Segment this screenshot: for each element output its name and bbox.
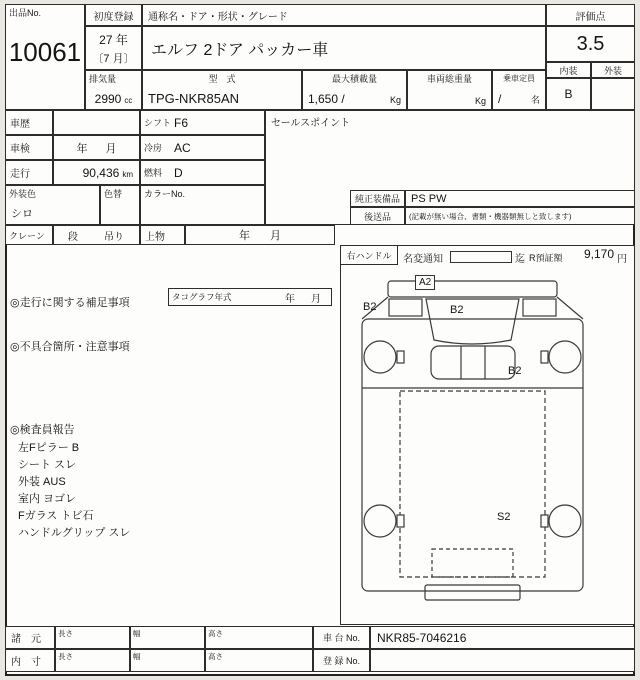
model-code-cell	[142, 70, 302, 110]
score-value: 3.5	[546, 26, 635, 62]
later-shipment-label: 後送品	[350, 207, 405, 225]
mileage-label: 走行	[5, 160, 53, 185]
color-no-cell	[140, 185, 265, 225]
body-top-label: 上物	[140, 225, 185, 245]
max-load-unit: Kg	[389, 95, 401, 105]
body-top-value	[185, 225, 335, 245]
gross-weight-cell	[407, 70, 492, 110]
aircon-label: 冷房	[144, 143, 163, 153]
damage-mark-b2-right: B2	[508, 365, 522, 377]
exterior-color-cell	[5, 185, 100, 225]
exterior-color-label: 外装色	[9, 189, 37, 199]
exterior-grade-header: 外装	[591, 62, 635, 78]
aircon-value: AC	[174, 140, 191, 155]
color-change-label: 色替	[104, 189, 123, 199]
shift-label: シフト	[144, 118, 172, 128]
first-registration-value	[85, 26, 142, 70]
chassis-no-value: NKR85-7046216	[370, 626, 635, 649]
damage-mark-b2-windshield: B2	[450, 304, 464, 316]
truck-top-view-diagram	[345, 267, 632, 619]
capacity-value: /	[498, 92, 502, 106]
capacity-label: 乗車定員	[503, 74, 535, 83]
displacement-unit: cc	[124, 96, 133, 105]
lot-no-value: 10061	[8, 37, 82, 67]
mileage-unit: km	[122, 170, 133, 179]
inner-width-cell	[130, 649, 205, 672]
score-header: 評価点	[546, 4, 635, 26]
length-label: 長さ	[58, 629, 73, 638]
inspector-item: 左Fピラー B	[18, 442, 80, 454]
interior-grade-value: B	[546, 78, 591, 110]
deposit-label: R預証額	[529, 253, 563, 263]
shift-value: F6	[174, 115, 189, 130]
color-no-label: カラーNo.	[144, 189, 186, 199]
cargo-box-shape	[400, 391, 545, 577]
defect-heading: ◎不具合箇所・注意事項	[10, 341, 130, 353]
first-registration-month: 〔7 月〕	[92, 53, 135, 65]
max-load-value: 1,650 /	[308, 92, 345, 106]
deposit-value: 9,170	[583, 247, 614, 261]
until-label: 迄	[515, 254, 525, 265]
spec-length-cell	[55, 626, 130, 649]
inspector-item: ハンドルグリップ スレ	[18, 527, 131, 539]
displacement-cell	[85, 70, 142, 110]
genuine-equipment-value: PS PW	[405, 190, 635, 207]
gross-weight-label: 車両総重量	[426, 74, 472, 84]
damage-mark-b2-left: B2	[363, 301, 377, 313]
chassis-no-label: 車 台 No.	[313, 626, 370, 649]
damage-mark-a2: A2	[415, 275, 435, 290]
body-top-year: 年	[239, 230, 250, 242]
inspection-value	[53, 135, 140, 160]
model-code-label: 型 式	[208, 74, 236, 84]
sales-point-label: セールスポイント	[271, 118, 351, 129]
packer-shape	[432, 549, 513, 577]
inspector-item: シート スレ	[18, 459, 77, 471]
fuel-cell	[140, 160, 265, 185]
height-label: 高さ	[208, 652, 223, 661]
inspection-month: 月	[105, 142, 117, 155]
capacity-cell	[492, 70, 546, 110]
windshield-shape	[426, 299, 519, 344]
history-value	[53, 110, 140, 135]
lot-no-label: 出品No.	[9, 8, 42, 18]
max-load-label: 最大積載量	[331, 74, 377, 84]
genuine-equipment-label: 純正装備品	[350, 190, 405, 207]
capacity-unit: 名	[530, 95, 540, 105]
inspector-item: Fガラス トビ石	[18, 510, 94, 522]
max-load-cell	[302, 70, 407, 110]
deposit-unit: 円	[617, 254, 627, 265]
aircon-cell	[140, 135, 265, 160]
model-name-header: 通称名・ドア・形状・グレード	[142, 4, 546, 26]
steering-cell: 右ハンドル	[340, 245, 398, 265]
fuel-label: 燃料	[144, 168, 163, 178]
lot-no-cell	[5, 4, 85, 110]
first-registration-year: 27 年	[99, 33, 128, 47]
length-label: 長さ	[58, 652, 73, 661]
spec-width-cell	[130, 626, 205, 649]
displacement-label: 排気量	[89, 74, 117, 84]
tachograph-label: タコグラフ年式	[172, 292, 232, 302]
mileage-note-heading: ◎走行に関する補足事項	[10, 297, 130, 309]
spec-height-cell	[205, 626, 313, 649]
displacement-value: 2990	[94, 92, 122, 106]
crane-stage-label: 段	[68, 231, 78, 243]
damage-mark-s2: S2	[497, 511, 511, 523]
registration-no-label: 登 録 No.	[313, 649, 370, 672]
first-registration-header: 初度登録	[85, 4, 142, 26]
name-change-box	[450, 251, 512, 263]
body-top-month: 月	[270, 230, 281, 242]
width-label: 幅	[133, 652, 141, 661]
crane-label: クレーン	[5, 225, 53, 245]
fuel-value: D	[174, 165, 183, 180]
spec-row-label: 諸 元	[5, 626, 55, 649]
crane-hang-label: 吊り	[104, 231, 124, 243]
seat-shape	[431, 346, 515, 379]
gross-weight-unit: Kg	[474, 96, 486, 106]
history-label: 車歴	[5, 110, 53, 135]
registration-no-value	[370, 649, 635, 672]
color-change-cell	[100, 185, 140, 225]
name-change-label: 名変通知	[403, 254, 443, 265]
front-bumper-shape	[388, 281, 557, 297]
tachograph-box	[168, 288, 332, 306]
width-label: 幅	[133, 629, 141, 638]
shift-cell	[140, 110, 265, 135]
tachograph-month: 月	[311, 293, 321, 305]
crane-value	[53, 225, 140, 245]
model-name-value: エルフ 2ドア パッカー車	[142, 26, 546, 70]
inspection-year: 年	[76, 142, 88, 155]
inner-dim-row-label: 内 寸	[5, 649, 55, 672]
inspector-item: 外装 AUS	[18, 476, 66, 488]
mileage-value-cell	[53, 160, 140, 185]
inspector-heading: ◎検査員報告	[10, 424, 75, 436]
height-label: 高さ	[208, 629, 223, 638]
model-code-value: TPG-NKR85AN	[148, 91, 240, 106]
rear-bumper-shape	[425, 585, 520, 600]
tachograph-year: 年	[285, 293, 295, 305]
inspection-label: 車検	[5, 135, 53, 160]
interior-grade-header: 内装	[546, 62, 591, 78]
inspector-item: 室内 ヨゴレ	[18, 493, 77, 505]
inner-height-cell	[205, 649, 313, 672]
mileage-value: 90,436	[82, 166, 120, 180]
later-shipment-note: (記載が無い場合、書類・機器類無しと致します)	[405, 207, 635, 225]
exterior-grade-value	[591, 78, 635, 110]
inner-length-cell	[55, 649, 130, 672]
exterior-color-value: シロ	[11, 208, 33, 220]
inspector-report-list	[18, 439, 130, 541]
